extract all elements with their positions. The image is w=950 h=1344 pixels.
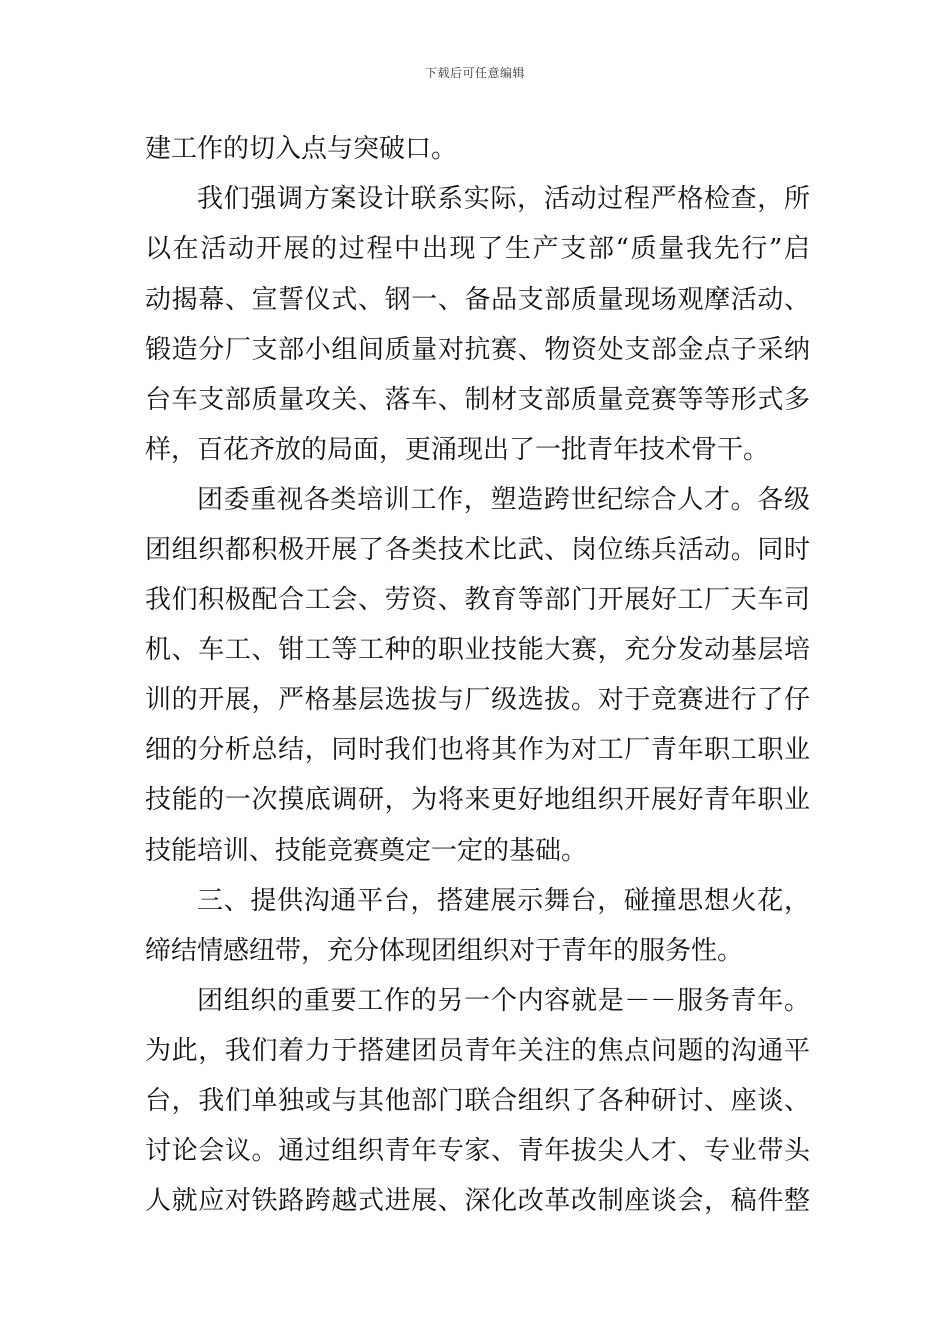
text-line: 动揭幕、宣誓仪式、钢一、备品支部质量现场观摩活动、 xyxy=(145,285,810,315)
text-line: 技能培训、技能竞赛奠定一定的基础。 xyxy=(145,836,588,866)
text-line: 训的开展，严格基层选拔与厂级选拔。对于竞赛进行了仔 xyxy=(145,685,810,715)
text-line: 人就应对铁路跨越式进展、深化改革改制座谈会，稿件整 xyxy=(145,1186,810,1216)
section-heading-line: 缔结情感纽带，充分体现团组织对于青年的服务性。 xyxy=(145,936,744,966)
text-line: 建工作的切入点与突破口。 xyxy=(145,134,458,164)
text-line: 技能的一次摸底调研，为将来更好地组织开展好青年职业 xyxy=(145,785,810,815)
text-line: 细的分析总结，同时我们也将其作为对工厂青年职工职业 xyxy=(145,735,810,765)
text-line: 团委重视各类培训工作，塑造跨世纪综合人才。各级 xyxy=(197,485,810,515)
text-line: 样，百花齐放的局面，更涌现出了一批青年技术骨干。 xyxy=(145,435,770,465)
text-line: 台车支部质量攻关、落车、制材支部质量竞赛等等形式多 xyxy=(145,385,810,415)
text-line: 团组织的重要工作的另一个内容就是－－服务青年。 xyxy=(197,986,810,1016)
text-line: 我们强调方案设计联系实际，活动过程严格检查，所 xyxy=(197,184,810,214)
text-line: 我们积极配合工会、劳资、教育等部门开展好工厂天车司 xyxy=(145,585,810,615)
text-line: 台，我们单独或与其他部门联合组织了各种研讨、座谈、 xyxy=(145,1086,810,1116)
text-line: 为此，我们着力于搭建团员青年关注的焦点问题的沟通平 xyxy=(145,1036,810,1066)
section-heading-line: 三、提供沟通平台，搭建展示舞台，碰撞思想火花， xyxy=(197,886,810,916)
text-line: 机、车工、钳工等工种的职业技能大赛，充分发动基层培 xyxy=(145,635,810,665)
text-line: 锻造分厂支部小组间质量对抗赛、物资处支部金点子采纳 xyxy=(145,335,810,365)
text-line: 团组织都积极开展了各类技术比武、岗位练兵活动。同时 xyxy=(145,535,810,565)
page-header: 下载后可任意编辑 xyxy=(424,66,525,80)
text-line: 以在活动开展的过程中出现了生产支部“质量我先行”启 xyxy=(145,234,810,264)
text-line: 讨论会议。通过组织青年专家、青年拔尖人才、专业带头 xyxy=(145,1136,810,1166)
